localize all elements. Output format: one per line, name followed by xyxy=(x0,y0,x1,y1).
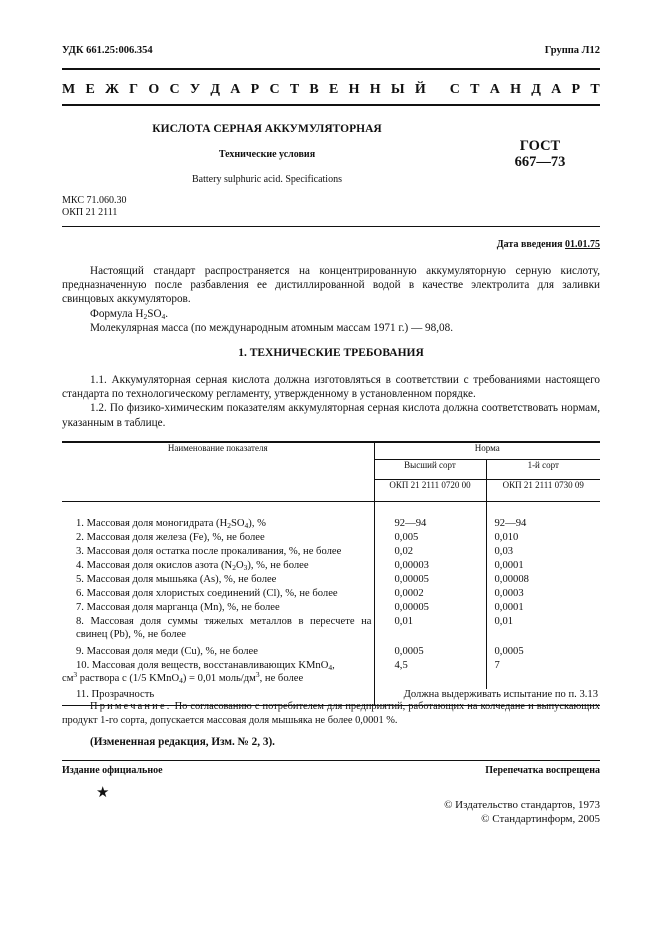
row-10-name xyxy=(62,660,374,689)
banner-letter: А xyxy=(230,82,241,97)
okp-code: ОКП 21 2111 xyxy=(62,207,118,218)
row-name: 9. Массовая доля меди (Cu), %, не более xyxy=(62,646,374,660)
note-label: Примечание. xyxy=(90,701,172,712)
row-first-grade: 0,0001 xyxy=(494,602,524,613)
row-name: 5. Массовая доля мышьяка (As), %, не более xyxy=(62,574,374,588)
udk-code: УДК 661.25:006.354 xyxy=(62,45,153,56)
table-row xyxy=(62,616,600,646)
row-name: 4. Массовая доля окислов азота $(N_2O_3)$, %, не более xyxy=(62,560,374,574)
row-top-grade: 92—94 xyxy=(374,518,486,532)
copyright-block xyxy=(444,799,600,826)
note-text: По согласованию с потребителем для предприятий, работающих на колчедане и выпускающих продукт 1-го сорта, допускается массовая доля мышьяка не более 0,0001 %. xyxy=(62,701,600,726)
banner-letter: Ж xyxy=(105,82,119,97)
formula-line xyxy=(62,307,600,321)
intro-paragraph: Настоящий стандарт распространяется на концентрированную аккумуляторную серную кислоту, предназначенную после разбавления ее дистиллированной водой в качестве электролита для заливки свинцовых аккумуляторов. xyxy=(62,265,600,306)
banner-letter: Н xyxy=(369,82,381,97)
gost-number xyxy=(488,138,592,170)
clause-1-2: 1.2. По физико-химическим показателям аккумуляторная серная кислота должна соответствовать нормам, указанным в таблице. xyxy=(62,402,600,429)
title-rule xyxy=(62,226,600,227)
row-name: 1. Массовая доля моногидрата $(H_2SO_4)$, % xyxy=(62,518,374,532)
intro-text xyxy=(62,264,600,335)
banner-letter: Р xyxy=(250,82,260,97)
banner-letter: Т xyxy=(289,82,300,97)
row-sup: 3 xyxy=(255,669,260,679)
row-name: 8. Массовая доля суммы тяжелых металлов в пересчете на свинец (Pb), %, не более xyxy=(62,616,374,646)
col-norm-header: Норма xyxy=(374,442,600,459)
row-text: , xyxy=(332,660,335,671)
table-row xyxy=(62,646,600,660)
date-value: 01.01.75 xyxy=(565,239,600,250)
row-11-value: Должна выдерживать испытание по п. 3.13 xyxy=(374,689,600,705)
table-row xyxy=(62,602,600,616)
row-first-grade: 0,0005 xyxy=(494,646,524,657)
row-name: 2. Массовая доля железа (Fe), %, не более xyxy=(62,532,374,546)
row-first-grade: 92—94 xyxy=(494,518,527,529)
row-top-grade: 0,00005 xyxy=(374,602,486,616)
table-row xyxy=(62,546,600,560)
date-introduction xyxy=(497,239,600,250)
banner-letter: Ы xyxy=(390,82,405,97)
change-note: (Измененная редакция, Изм. № 2, 3). xyxy=(90,736,275,748)
banner-letter: Н xyxy=(348,82,360,97)
row-text: ) = 0,01 моль/дм xyxy=(182,672,256,684)
banner-letter: У xyxy=(189,82,201,97)
banner-letter: А xyxy=(551,82,562,97)
row-name: 3. Массовая доля остатка после прокаливания, %, не более xyxy=(62,546,374,560)
row-sub: 4 xyxy=(179,675,183,685)
banner-letter: Н xyxy=(510,82,522,97)
row-top-grade: 0,005 xyxy=(374,532,486,546)
banner-letter: Р xyxy=(571,82,581,97)
group-code: Группа Л12 xyxy=(544,45,600,56)
okp-top: ОКП 21 2111 0720 00 xyxy=(374,479,486,501)
banner-letter: Г xyxy=(129,82,139,97)
banner-mezhgosudarstvenny-standart xyxy=(62,82,600,98)
banner-letter: С xyxy=(269,82,280,97)
row-first-grade: 0,03 xyxy=(494,546,514,557)
row-name: 7. Массовая доля марганца (Mn), %, не более xyxy=(62,602,374,616)
banner-letter xyxy=(436,82,440,98)
row-10-first-grade: 7 xyxy=(494,660,500,671)
copyright-line: © Стандартинформ, 2005 xyxy=(481,812,600,825)
row-sub: 4 xyxy=(328,663,333,672)
banner-letter: А xyxy=(489,82,500,97)
banner-letter: Е xyxy=(329,82,339,97)
copyright-line: © Издательство стандартов, 1973 xyxy=(444,799,600,811)
table-row xyxy=(62,574,600,588)
row-top-grade: 0,02 xyxy=(374,546,486,560)
row-text: см xyxy=(62,672,74,684)
banner-letter: Т xyxy=(470,82,480,97)
row-sup: 3 xyxy=(73,669,78,679)
row-top-grade: 0,00005 xyxy=(374,574,486,588)
row-text: 11. Прозрачность xyxy=(76,689,155,700)
row-top-grade: 0,00003 xyxy=(374,560,486,574)
banner-letter: Д xyxy=(531,82,541,97)
row-first-grade: 0,0003 xyxy=(494,588,524,599)
grade-top: Высший сорт xyxy=(374,459,486,479)
mks-code: МКС 71.060.30 xyxy=(62,195,127,206)
banner-rule xyxy=(62,104,600,106)
table-row xyxy=(62,660,600,689)
banner-letter: Е xyxy=(85,82,95,97)
banner-letter: Й xyxy=(414,82,426,97)
row-first-grade: 0,01 xyxy=(494,616,514,627)
date-label: Дата введения xyxy=(496,239,563,250)
grade-first: 1-й сорт xyxy=(486,459,600,479)
top-rule xyxy=(62,68,600,70)
row-text: , не более xyxy=(259,672,304,684)
table-row xyxy=(62,518,600,532)
clause-1-1: 1.1. Аккумуляторная серная кислота должна изготовляться в соответствии с требованиями настоящего стандарта по технологическому регламенту, утвержденному в установленном порядке. xyxy=(62,374,600,401)
gost-code: 667—73 xyxy=(514,154,566,170)
table-row xyxy=(62,560,600,574)
row-first-grade: 0,00008 xyxy=(494,574,529,585)
banner-letter: С xyxy=(449,82,460,97)
row-name: 6. Массовая доля хлористых соединений (Cl), %, не более xyxy=(62,588,374,602)
row-text: 10. Массовая доля веществ, восстанавливающих KMnO xyxy=(76,660,329,671)
norms-table xyxy=(62,441,600,706)
table-note xyxy=(62,700,600,727)
section-heading: 1. ТЕХНИЧЕСКИЕ ТРЕБОВАНИЯ xyxy=(238,347,424,359)
section-text xyxy=(62,373,600,430)
formula-text: SO xyxy=(147,307,162,320)
gost-label: ГОСТ xyxy=(519,138,561,154)
formula-sub: 2 xyxy=(143,311,148,321)
banner-letter: В xyxy=(309,82,319,97)
star-icon: ★ xyxy=(96,785,110,801)
english-title: Battery sulphuric acid. Specifications xyxy=(192,174,342,185)
row-top-grade: 0,0005 xyxy=(374,646,486,660)
molecular-mass: Молекулярная масса (по международным атомным массам 1971 г.) — 98,08. xyxy=(90,321,454,334)
row-top-grade: 0,01 xyxy=(374,616,486,646)
reprint-prohibited: Перепечатка воспрещена xyxy=(485,765,600,776)
table-row xyxy=(62,588,600,602)
footer-rule xyxy=(62,760,600,761)
row-first-grade: 0,010 xyxy=(494,532,519,543)
formula-text: Формула H xyxy=(90,307,144,320)
row-top-grade: 0,0002 xyxy=(374,588,486,602)
document-subtitle: Технические условия xyxy=(218,149,316,160)
banner-letter: Д xyxy=(210,82,221,97)
banner-letter: С xyxy=(169,82,180,97)
banner-letter: Т xyxy=(590,82,600,97)
banner-letter: М xyxy=(62,82,76,97)
document-title: КИСЛОТА СЕРНАЯ АККУМУЛЯТОРНАЯ xyxy=(152,123,382,135)
banner-letter: О xyxy=(148,82,160,97)
row-10-top-grade: 4,5 xyxy=(374,660,486,689)
official-edition: Издание официальное xyxy=(62,765,163,776)
okp-first: ОКП 21 2111 0730 09 xyxy=(486,479,600,501)
row-first-grade: 0,0001 xyxy=(494,560,524,571)
row-text: раствора c (1/5 KMnO xyxy=(77,672,180,684)
classifier-codes xyxy=(62,195,126,219)
formula-text: . xyxy=(165,307,169,320)
table-header-row xyxy=(62,442,600,459)
table-spacer-row xyxy=(62,501,600,518)
table-row xyxy=(62,532,600,546)
formula-sub: 4 xyxy=(161,311,166,321)
col-name-header: Наименование показателя xyxy=(62,442,374,501)
